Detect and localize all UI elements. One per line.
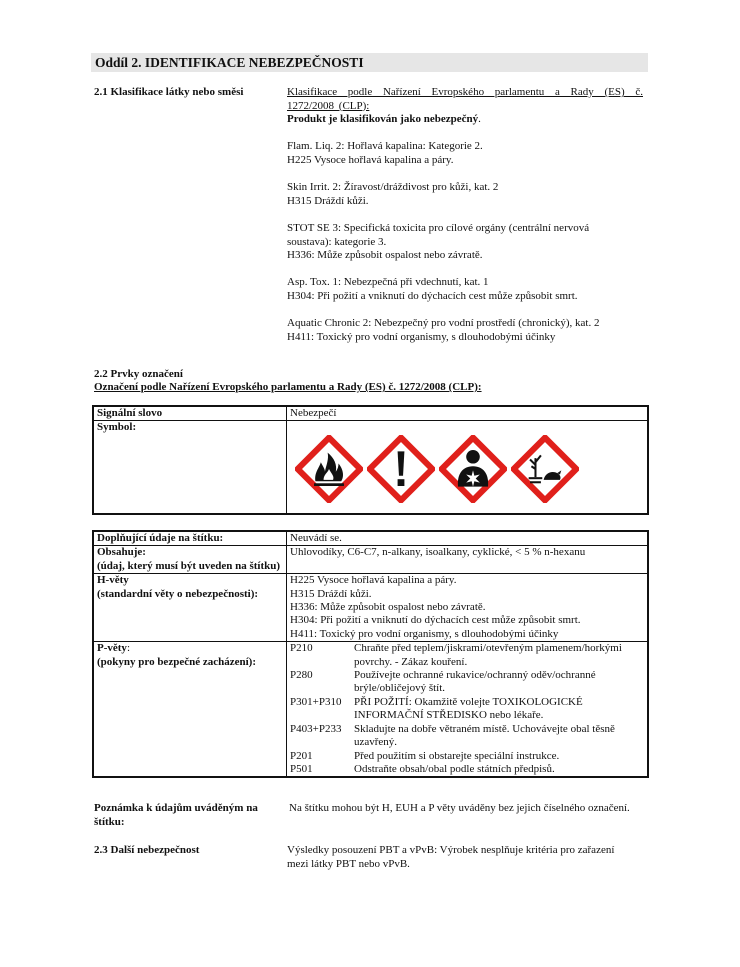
s23-label: 2.3 Další nebezpečnost: [94, 844, 200, 856]
s21-paragraph-line2: H315 Dráždí kůži.: [287, 194, 369, 207]
p-text: Před použitím si obstarejte speciální instrukce.: [354, 749, 560, 762]
h-label-line1: H-věty: [97, 574, 129, 587]
p-label-colon: :: [126, 642, 130, 655]
h-statement: H304: Při požití a vniknutí do dýchacích cest může způsobit smrt.: [290, 614, 581, 627]
s22-clp-reference: Označení podle Nařízení Evropského parlamentu a Rady (ES) č. 1272/2008 (CLP):: [94, 381, 482, 393]
p-code: P301+P310: [290, 695, 342, 708]
environment-icon: [511, 435, 579, 503]
s21-paragraph-line2: H225 Vysoce hořlavá kapalina a páry.: [287, 153, 454, 166]
h-statements: [287, 574, 649, 642]
table-row: [93, 574, 648, 642]
p-code: P280: [290, 669, 313, 682]
p-label-line1: [97, 642, 283, 655]
s21-classified: [287, 113, 643, 127]
note-value: Na štítku mohou být H, EUH a P věty uváděny bez jejich číselného označení.: [289, 802, 630, 814]
label-elements-table: [92, 530, 649, 778]
p-label-text: P-věty: [97, 642, 127, 655]
s21-paragraph-line2: H411: Toxický pro vodní organismy, s dlouhodobými účinky: [287, 330, 556, 343]
s21-paragraph: [287, 317, 643, 344]
symbol-cell: [287, 421, 649, 515]
table-row: [93, 546, 648, 574]
signal-word-value: Nebezpečí: [287, 406, 649, 421]
p-code: P501: [290, 762, 313, 775]
signal-word-label: Signální slovo: [93, 406, 287, 421]
s21-paragraph-line1: Asp. Tox. 1: Nebezpečná při vdechnutí, kat. 1: [287, 276, 489, 289]
s21-clp-reference: Klasifikace podle Nařízení Evropského parlamentu a Rady (ES) č. 1272/2008 (CLP):: [287, 86, 643, 112]
p-statement: [290, 696, 644, 723]
p-statement: [290, 642, 644, 669]
p-statement: [290, 750, 644, 763]
p-statements: [287, 642, 649, 778]
s21-paragraph: [287, 140, 643, 167]
table-row: [93, 406, 648, 421]
s21-classified-text: Produkt je klasifikován jako nebezpečný: [287, 113, 479, 126]
s21-paragraph-line1: Skin Irrit. 2: Žíravost/dráždivost pro kůži, kat. 2: [287, 181, 499, 194]
p-statement: [290, 763, 644, 776]
table-row: [93, 421, 648, 515]
pictograms: [290, 421, 644, 503]
p-text: Používejte ochranné rukavice/ochranný oděv/ochranné brýle/obličejový štít.: [354, 669, 596, 695]
supplementary-label: Doplňující údaje na štítku:: [93, 531, 287, 546]
p-text: Odstraňte obsah/obal podle státních předpisů.: [354, 762, 555, 775]
p-code: P201: [290, 749, 313, 762]
symbol-label: Symbol:: [93, 421, 287, 515]
h-statement: H336: Může způsobit ospalost nebo závratě.: [290, 601, 486, 614]
h-label-line2: (standardní věty o nebezpečnosti):: [97, 587, 259, 600]
s23-value: Výsledky posouzení PBT a vPvB: Výrobek nesplňuje kritéria pro zařazení mezi látky PBT nebo vPvB.: [287, 844, 615, 870]
section-title: Oddíl 2. IDENTIFIKACE NEBEZPEČNOSTI: [91, 53, 648, 72]
p-statement: [290, 669, 644, 696]
s21-paragraph: [287, 181, 643, 208]
s21-paragraph-line2: H304: Při požití a vniknutí do dýchacích cest může způsobit smrt.: [287, 289, 578, 302]
s21-paragraph: [287, 222, 643, 263]
s21-content: [287, 86, 643, 344]
p-text: Chraňte před teplem/jiskrami/otevřeným plamenem/horkými povrchy. - Zákaz kouření.: [354, 642, 622, 668]
supplementary-value: Neuvádí se.: [287, 531, 649, 546]
signal-symbol-table: [92, 405, 649, 515]
p-statements-label: [93, 642, 287, 778]
flame-icon: [295, 435, 363, 503]
h-statement: H225 Vysoce hořlavá kapalina a páry.: [290, 574, 457, 587]
s21-classified-end: .: [478, 113, 481, 126]
contains-label-line1: Obsahuje:: [97, 546, 146, 559]
h-statement: H315 Dráždí kůži.: [290, 587, 372, 600]
contains-value: Uhlovodíky, C6-C7, n-alkany, isoalkany, cyklické, < 5 % n-hexanu: [287, 546, 649, 574]
p-text: Skladujte na dobře větraném místě. Uchovávejte obal těsně uzavřený.: [354, 722, 615, 749]
s21-paragraph-line1: Flam. Liq. 2: Hořlavá kapalina: Kategorie 2.: [287, 140, 483, 153]
table-row: [93, 642, 648, 778]
exclamation-mark-icon: [367, 435, 435, 503]
p-label-line2: (pokyny pro bezpečné zacházení):: [97, 655, 256, 668]
s21-paragraph-line2: H336: Může způsobit ospalost nebo závratě.: [287, 249, 483, 262]
table-row: [93, 531, 648, 546]
contains-label-line2: (údaj, který musí být uveden na štítku): [97, 559, 281, 572]
s21-paragraph: [287, 276, 643, 303]
h-statements-label: [93, 574, 287, 642]
health-hazard-icon: [439, 435, 507, 503]
s21-paragraph-line1: STOT SE 3: Specifická toxicita pro cílové orgány (centrální nervová soustava): kategorie 3.: [287, 221, 590, 248]
s21-paragraph-line1: Aquatic Chronic 2: Nebezpečný pro vodní prostředí (chronický), kat. 2: [287, 317, 600, 330]
p-statement: [290, 723, 644, 750]
p-text: PŘI POŽITÍ: Okamžitě volejte TOXIKOLOGICKÉ INFORMAČNÍ STŘEDISKO nebo lékaře.: [354, 695, 583, 722]
s22-label: 2.2 Prvky označení: [94, 368, 183, 380]
note-label: Poznámka k údajům uváděným na štítku:: [94, 802, 258, 828]
h-statement: H411: Toxický pro vodní organismy, s dlouhodobými účinky: [290, 627, 559, 640]
p-code: P403+P233: [290, 722, 342, 735]
contains-label: [93, 546, 287, 574]
s21-label: 2.1 Klasifikace látky nebo směsi: [94, 86, 244, 98]
p-code: P210: [290, 642, 313, 655]
